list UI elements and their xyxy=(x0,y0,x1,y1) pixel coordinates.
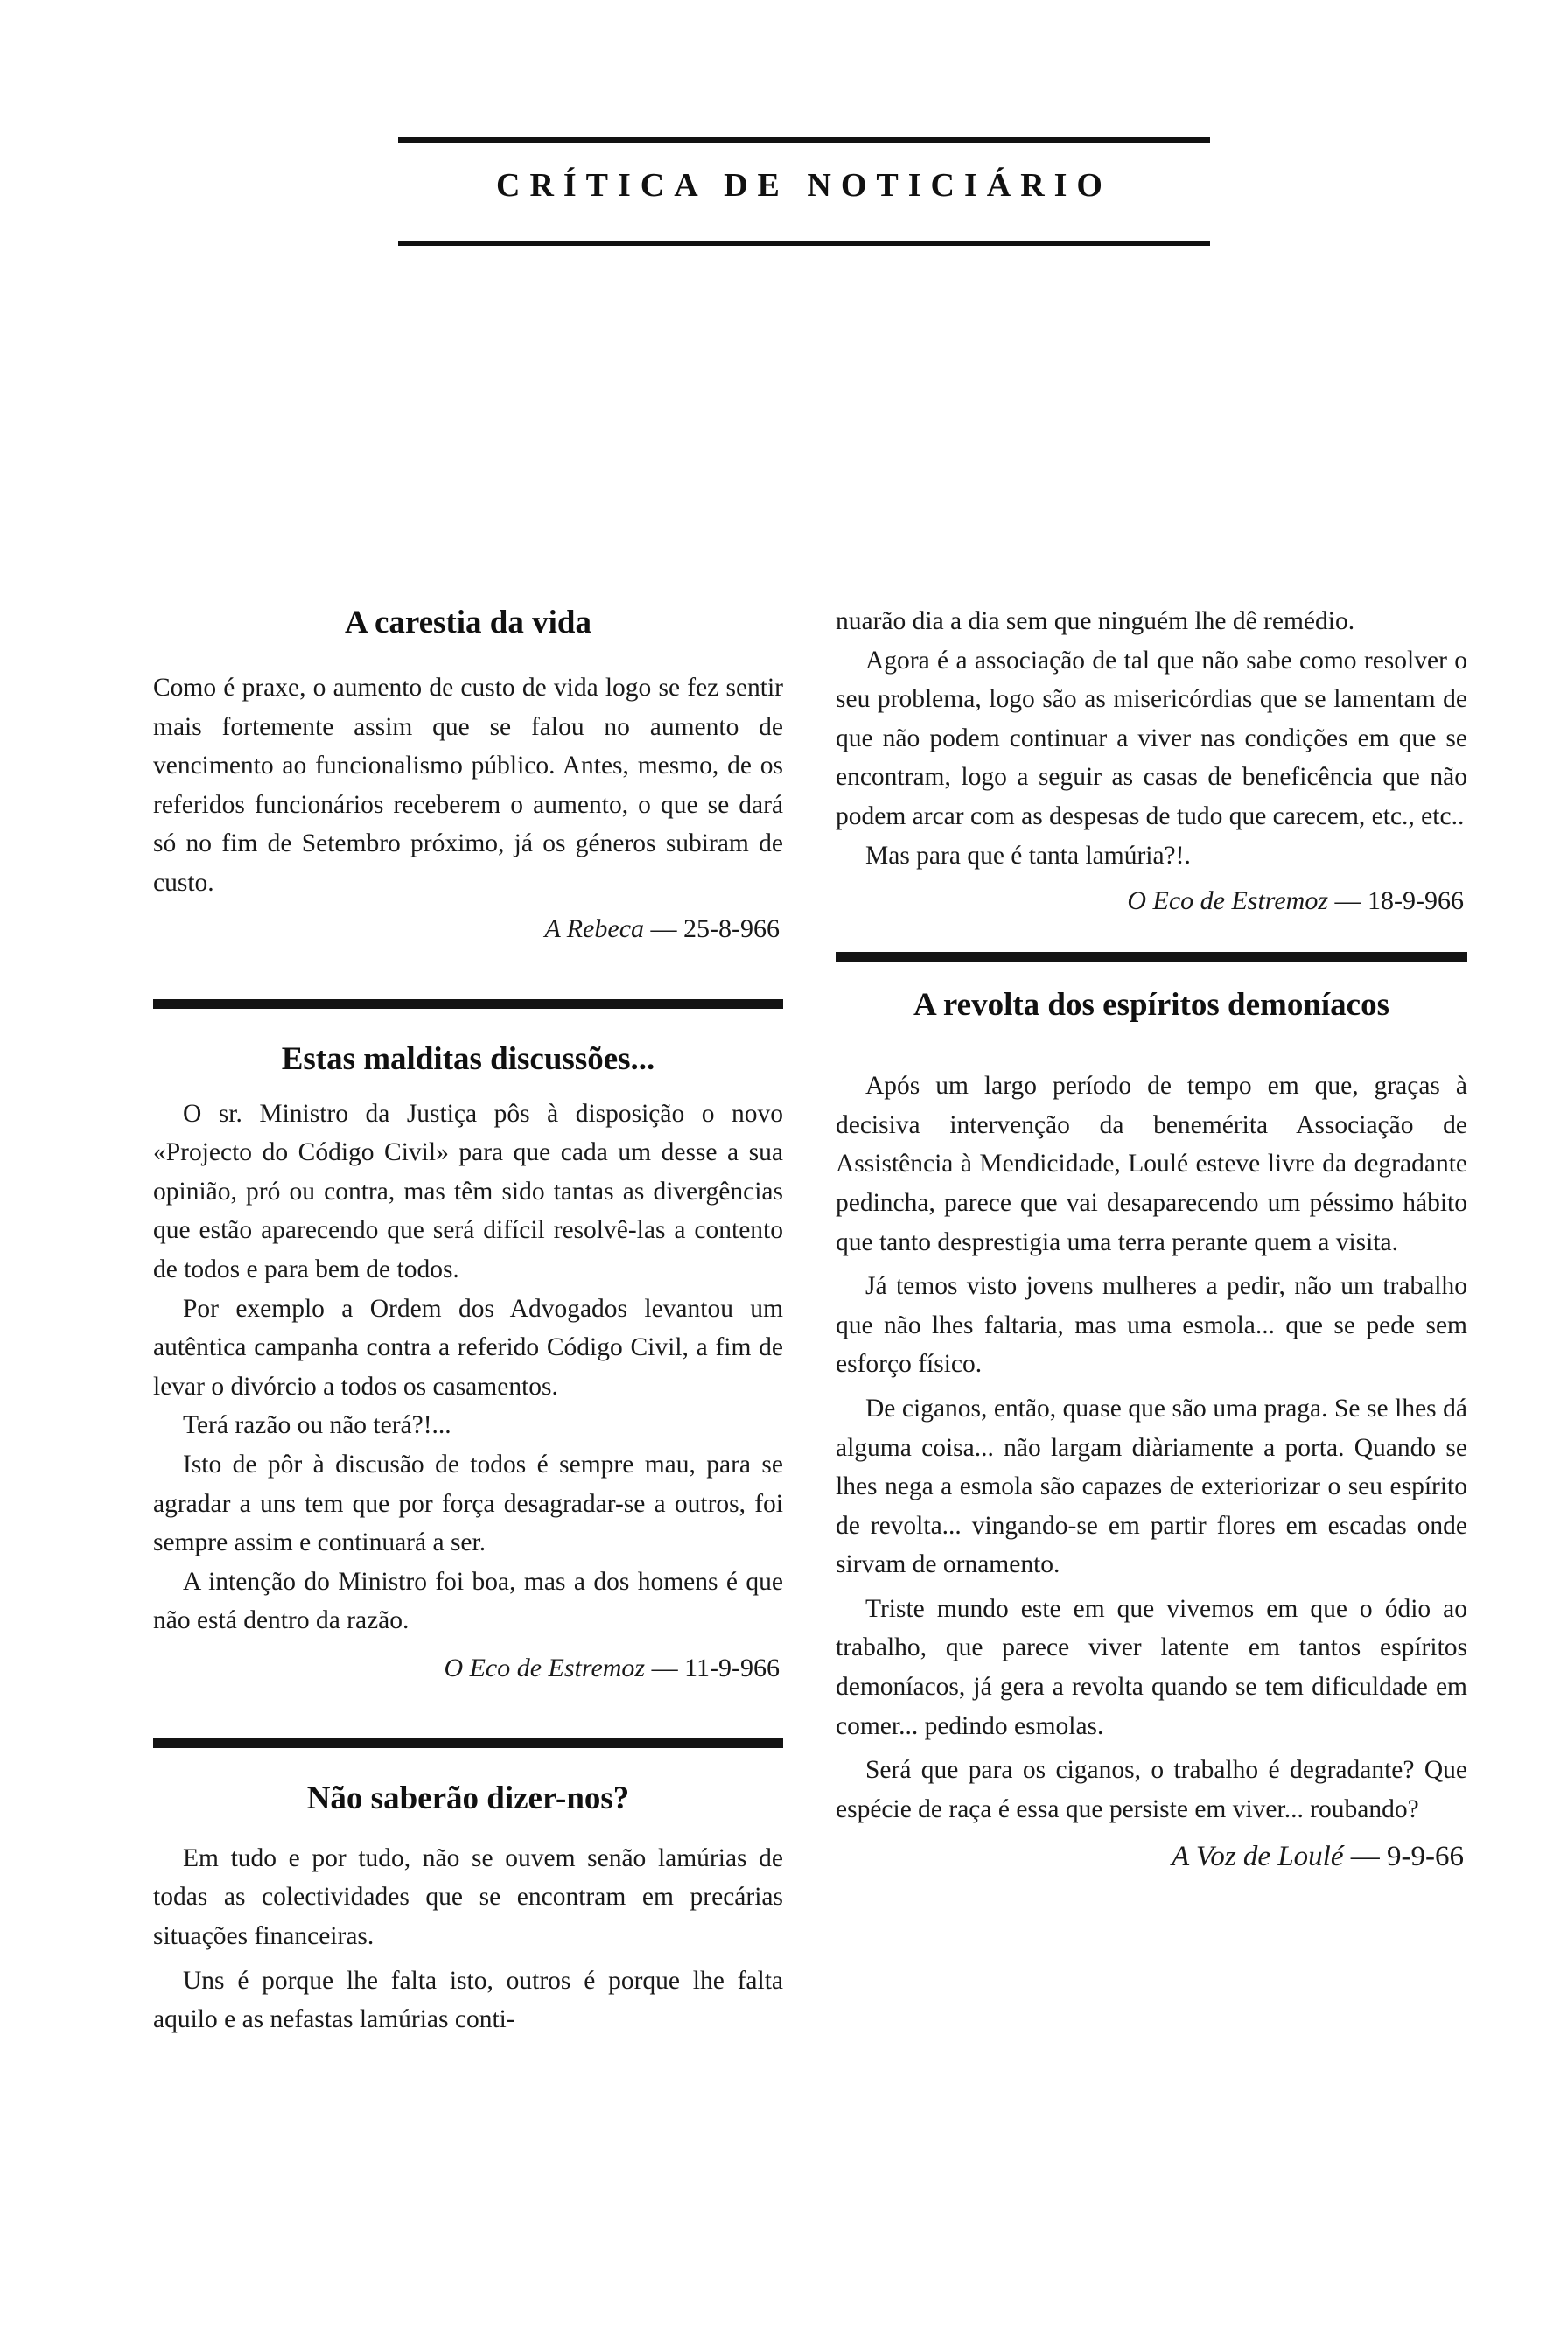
article-source xyxy=(153,1649,783,1688)
article-paragraph: nuarão dia a dia sem que ninguém lhe dê remédio. xyxy=(836,607,1355,635)
source-dash: — xyxy=(650,913,677,943)
source-date: 18-9-966 xyxy=(1368,886,1464,916)
article-title: Não saberão dizer-nos? xyxy=(306,1780,630,1816)
article-paragraph: Após um largo período de tempo em que, graças à decisiva intervenção da benemérita Associação de Assistência à Mendicidade, Loulé esteve livre da degradante pedincha, parece que vai desaparecendo um péssimo hábito que tanto desprestigia uma terra perante quem a visita. xyxy=(836,1072,1467,1256)
source-dash: — xyxy=(1334,886,1362,916)
article-paragraph: Triste mundo este em que vivemos em que o ódio ao trabalho, que parece viver latente em tantos espíritos demoníacos, já gera a revolta quando se tem dificuldade em comer... pedindo esmolas. xyxy=(836,1594,1467,1740)
source-publication: A Rebeca xyxy=(544,913,645,943)
header-top-rule xyxy=(398,137,1210,143)
article-paragraph: Será que para os ciganos, o trabalho é degradante? Que espécie de raça é essa que persiste em viver... roubando? xyxy=(836,1756,1467,1823)
article-paragraph: Em tudo e por tudo, não se ouvem senão lamúrias de todas as colectividades que se encontram em precárias situações financeiras. xyxy=(153,1843,783,1951)
article-paragraph: De ciganos, então, quase que são uma praga. Se se lhes dá alguma coisa... não largam diàriamente a porta. Quando se lhes nega a esmola são capazes de exteriorizar o seu espírito de revolta... vingando-se em partir flores em escadas onde sirvam de ornamento. xyxy=(836,1394,1467,1579)
article-source xyxy=(153,910,783,948)
article-revolta xyxy=(836,984,1467,1876)
right-column xyxy=(836,602,1467,1876)
article-paragraph: Terá razão ou não terá?!... xyxy=(183,1411,452,1440)
source-date: 11-9-966 xyxy=(684,1653,780,1682)
article-source xyxy=(836,882,1467,920)
article-paragraph: Por exemplo a Ordem dos Advogados levantou um autêntica campanha contra a referido Código Civil, a fim de levar o divórcio a todos os casamentos. xyxy=(153,1294,783,1401)
article-paragraph: Mas para que é tanta lamúria?!. xyxy=(865,841,1191,870)
article-paragraph: Isto de pôr à discusão de todos é sempre mau, para se agradar a uns tem que por força desagradar-se a outros, foi sempre assim e continuará a ser. xyxy=(153,1450,783,1557)
article-title: A carestia da vida xyxy=(345,605,592,640)
source-publication: A Voz de Loulé xyxy=(1172,1841,1344,1873)
left-column xyxy=(153,602,783,2039)
article-paragraph: Já temos visto jovens mulheres a pedir, não um trabalho que não lhes faltaria, mas uma esmola... que se pede sem esforço físico. xyxy=(836,1272,1467,1379)
article-separator xyxy=(836,952,1467,962)
article-paragraph: A intenção do Ministro foi boa, mas a dos homens é que não está dentro da razão. xyxy=(153,1567,783,1635)
header-bottom-rule xyxy=(398,241,1210,246)
article-separator xyxy=(153,1738,783,1748)
article-separator xyxy=(153,999,783,1009)
article-carestia xyxy=(153,602,783,948)
article-discussoes xyxy=(153,1039,783,1688)
article-paragraph: Uns é porque lhe falta isto, outros é porque lhe falta aquilo e as nefastas lamúrias conti- xyxy=(153,1966,783,2034)
source-date: 9-9-66 xyxy=(1387,1841,1464,1873)
article-paragraph: Como é praxe, o aumento de custo de vida logo se fez sentir mais fortemente assim que se falou no aumento de vencimento ao funcionalismo público. Antes, mesmo, de os referidos funcionários receberem o aumento, o que se dará só no fim de Setembro próximo, já os géneros subiram de custo. xyxy=(153,674,783,897)
source-publication: O Eco de Estremoz xyxy=(1127,886,1329,916)
source-dash: — xyxy=(1350,1841,1380,1873)
source-dash: — xyxy=(651,1653,678,1682)
article-title: Estas malditas discussões... xyxy=(281,1040,655,1077)
page-title: CRÍTICA DE NOTICIÁRIO xyxy=(496,167,1112,204)
article-title: A revolta dos espíritos demoníacos xyxy=(913,987,1390,1024)
article-paragraph: O sr. Ministro da Justiça pôs à disposição o novo «Projecto do Código Civil» para que cada um desse a sua opinião, pró ou contra, mas têm sido tantas as divergências que estão aparecendo que será difícil resolvê-las a contento de todos e para bem de todos. xyxy=(153,1099,783,1283)
article-nao-saberao-continued xyxy=(836,602,1467,920)
article-source xyxy=(836,1837,1467,1876)
source-date: 25-8-966 xyxy=(683,913,780,943)
source-publication: O Eco de Estremoz xyxy=(444,1653,646,1682)
article-nao-saberao xyxy=(153,1778,783,2039)
article-paragraph: Agora é a associação de tal que não sabe como resolver o seu problema, logo são as misericórdias que se lamentam de que não podem continuar a viver nas condições em que se encontram, logo a seguir as casas de beneficência que não podem arcar com as despesas de tudo que carecem, etc., etc.. xyxy=(836,646,1467,830)
